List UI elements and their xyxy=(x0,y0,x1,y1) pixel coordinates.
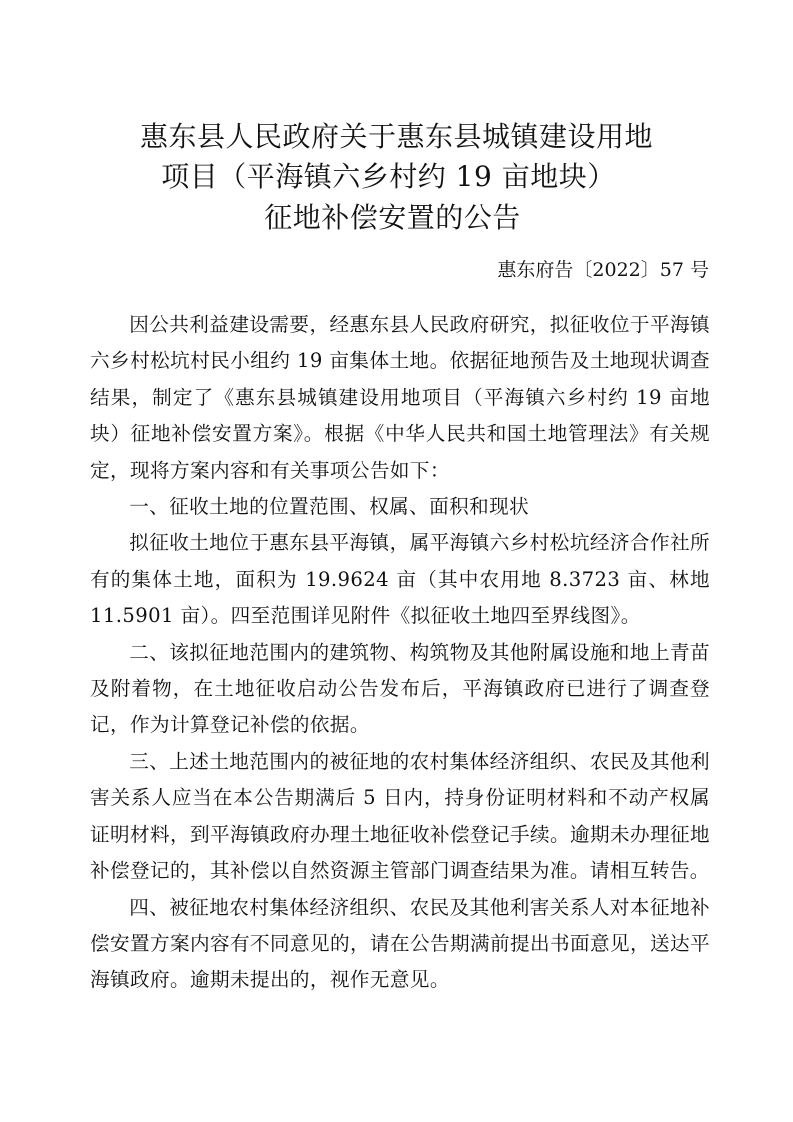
document-title-line-3: 征地补偿安置的公告 xyxy=(264,201,521,234)
paragraph-section-1-heading: 一、征收土地的位置范围、权属、面积和现状 xyxy=(129,495,530,519)
document-number: 惠东府告〔2022〕57 号 xyxy=(497,259,709,281)
document-body xyxy=(90,307,710,999)
paragraph-section-2: 二、该拟征地范围内的建筑物、构筑物及其他附属设施和地上青苗及附着物，在土地征收启动公告发布后，平海镇政府已进行了调查登记，作为计算登记补偿的依据。 xyxy=(90,640,710,737)
paragraph-intro: 因公共利益建设需要，经惠东县人民政府研究，拟征收位于平海镇六乡村松坑村民小组约 19 亩集体土地。依据征地预告及土地现状调查结果，制定了《惠东县城镇建设用地项目（平海镇六乡村约 19 亩地块）征地补偿安置方案》。根据《中华人民共和国土地管理法》有关规定，现将方案内容和有关事项公告如下： xyxy=(90,313,710,482)
paragraph-section-1-body: 拟征收土地位于惠东县平海镇，属平海镇六乡村松坑经济合作社所有的集体土地，面积为 19.9624 亩（其中农用地 8.3723 亩、林地 11.5901 亩）。四至范围详见附件《拟征收土地四至界线图》。 xyxy=(90,531,710,628)
paragraph-section-4: 四、被征地农村集体经济组织、农民及其他利害关系人对本征地补偿安置方案内容有不同意见的，请在公告期满前提出书面意见，送达平海镇政府。逾期未提出的，视作无意见。 xyxy=(90,895,710,992)
paragraph-section-3: 三、上述土地范围内的被征地的农村集体经济组织、农民及其他利害关系人应当在本公告期满后 5 日内，持身份证明材料和不动产权属证明材料，到平海镇政府办理土地征收补偿登记手续。逾期未办理征地补偿登记的，其补偿以自然资源主管部门调查结果为准。请相互转告。 xyxy=(90,749,710,883)
document-title-line-2: 项目（平海镇六乡村约 19 亩地块） xyxy=(161,160,616,193)
document-title-line-1: 惠东县人民政府关于惠东县城镇建设用地 xyxy=(139,120,653,153)
